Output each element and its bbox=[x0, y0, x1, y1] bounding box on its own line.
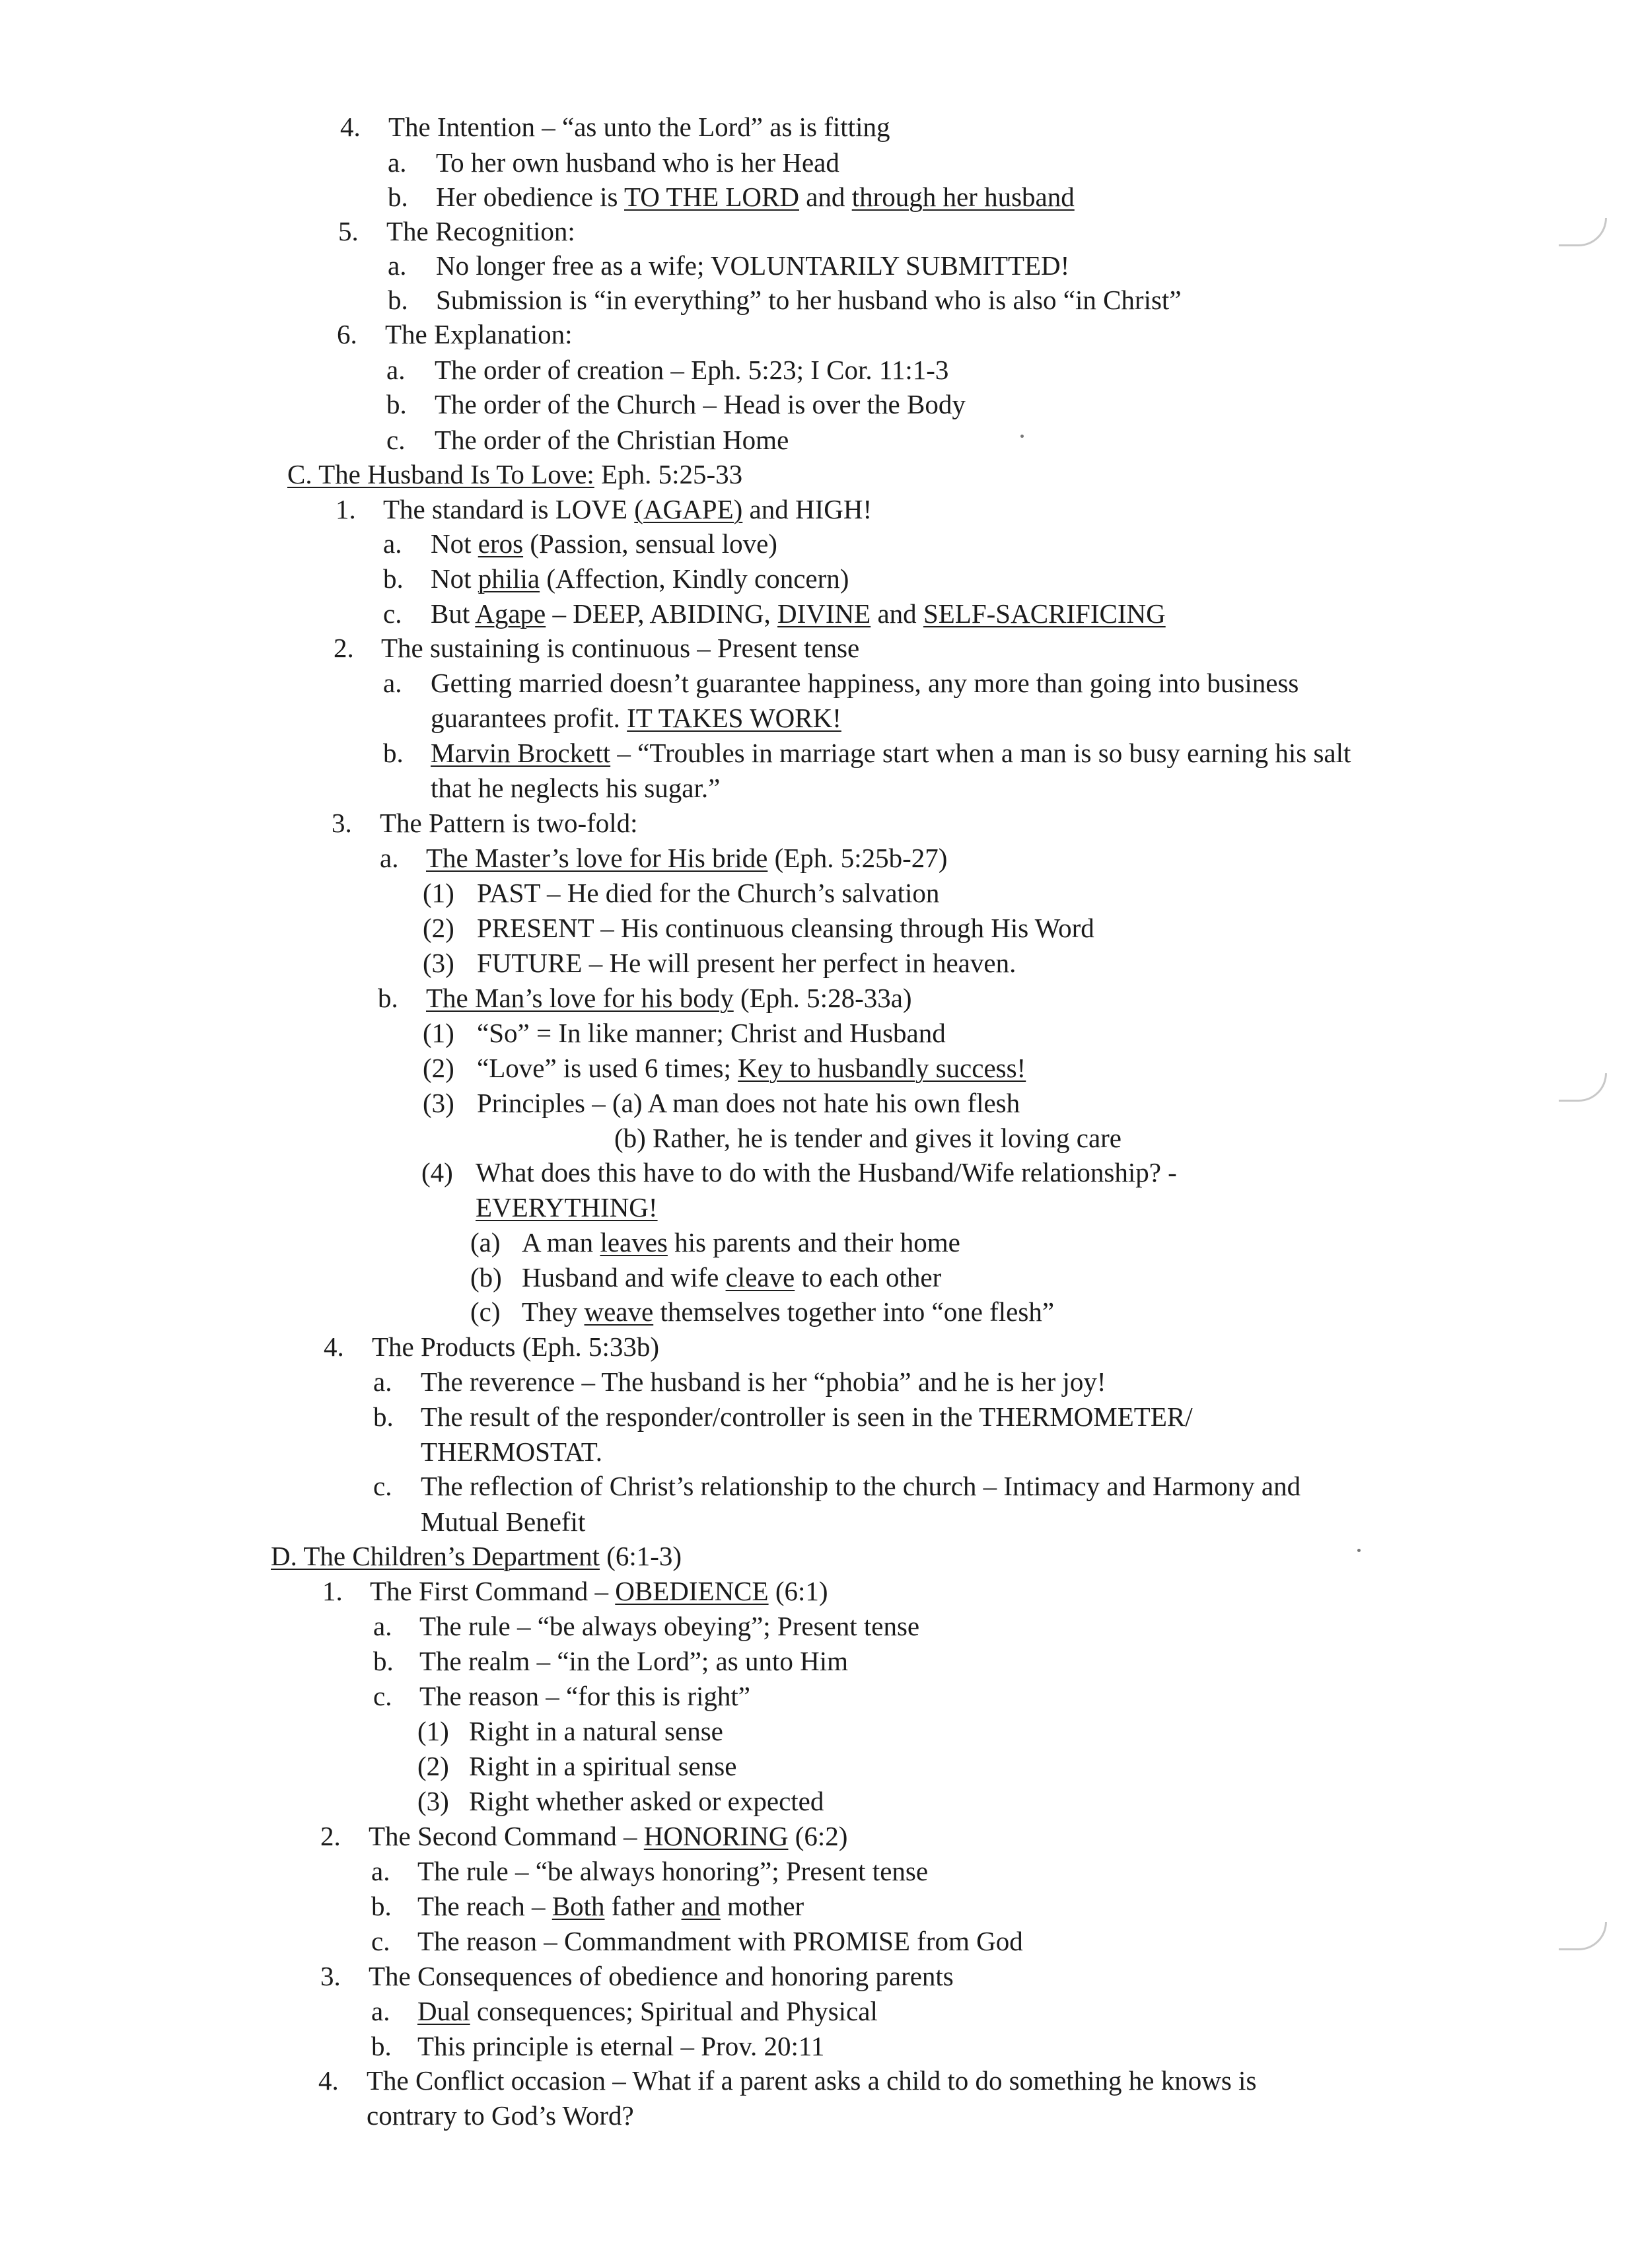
underlined-text: leaves bbox=[600, 1227, 668, 1258]
outline-marker: b. bbox=[383, 563, 404, 594]
text-run: Right whether asked or expected bbox=[469, 1786, 824, 1816]
underlined-text: weave bbox=[584, 1296, 654, 1327]
outline-marker: 3. bbox=[332, 808, 352, 838]
text-run: (6:2) bbox=[788, 1821, 848, 1851]
text-run: The reverence – The husband is her “phobia” and he is her joy! bbox=[421, 1366, 1106, 1397]
text-run: – “Troubles in marriage start when a man is so busy earning his salt bbox=[610, 738, 1351, 768]
text-run: The reason – Commandment with PROMISE from God bbox=[417, 1926, 1023, 1956]
text-run: No longer free as a wife; VOLUNTARILY SUBMITTED! bbox=[436, 250, 1070, 281]
outline-text bbox=[386, 214, 575, 248]
outline-marker: (3) bbox=[423, 1088, 454, 1118]
outline-marker: b. bbox=[378, 983, 398, 1013]
text-run: and bbox=[799, 182, 852, 212]
scan-speck bbox=[1020, 435, 1024, 438]
underlined-text: Agape bbox=[475, 598, 546, 629]
outline-text bbox=[380, 806, 638, 840]
outline-text bbox=[417, 1854, 928, 1888]
outline-marker: a. bbox=[386, 355, 406, 385]
text-run: The result of the responder/controller is seen in the THERMOMETER/ bbox=[421, 1401, 1193, 1432]
outline-text bbox=[421, 1364, 1106, 1399]
outline-marker: a. bbox=[373, 1611, 392, 1641]
text-run: The order of the Church – Head is over the Body bbox=[435, 389, 966, 419]
underlined-text: and bbox=[681, 1891, 721, 1921]
outline-text bbox=[476, 1155, 1177, 1189]
text-run: PRESENT – His continuous cleansing through His Word bbox=[477, 913, 1094, 943]
outline-marker: 4. bbox=[340, 112, 361, 142]
underlined-text: C. The Husband Is To Love: bbox=[287, 459, 594, 489]
outline-marker: (1) bbox=[423, 878, 454, 908]
outline-text bbox=[426, 841, 947, 875]
text-run: What does this have to do with the Husband/Wife relationship? - bbox=[476, 1157, 1177, 1187]
text-run: The Explanation: bbox=[385, 319, 573, 349]
outline-text bbox=[477, 876, 939, 910]
underlined-text: Both bbox=[552, 1891, 605, 1921]
text-run: The First Command – bbox=[370, 1576, 616, 1606]
text-run: guarantees profit. bbox=[431, 703, 627, 733]
text-run: Right in a spiritual sense bbox=[469, 1751, 737, 1781]
text-run: A man bbox=[522, 1227, 600, 1258]
text-run: The realm – “in the Lord”; as unto Him bbox=[419, 1646, 848, 1676]
outline-marker: 2. bbox=[334, 633, 354, 663]
text-run: Not bbox=[431, 528, 478, 559]
outline-text bbox=[469, 1784, 824, 1818]
outline-marker: (1) bbox=[423, 1018, 454, 1048]
scan-mark bbox=[1559, 218, 1607, 246]
text-run: Her obedience is bbox=[436, 182, 624, 212]
outline-marker: b. bbox=[373, 1401, 394, 1432]
outline-text bbox=[436, 180, 1075, 214]
text-run: (b) Rather, he is tender and gives it loving care bbox=[614, 1123, 1122, 1153]
underlined-text: IT TAKES WORK! bbox=[627, 703, 841, 733]
outline-text bbox=[435, 387, 966, 421]
outline-text bbox=[370, 1574, 828, 1608]
outline-text bbox=[367, 2063, 1256, 2098]
outline-text bbox=[436, 283, 1182, 317]
text-run: and HIGH! bbox=[742, 494, 872, 524]
text-run: They bbox=[522, 1296, 585, 1327]
outline-text bbox=[431, 596, 1166, 631]
outline-marker: a. bbox=[380, 843, 399, 873]
outline-text bbox=[436, 248, 1069, 283]
text-run: Eph. 5:25-33 bbox=[594, 459, 743, 489]
outline-text bbox=[383, 492, 872, 526]
outline-text bbox=[417, 1994, 878, 2028]
text-run: consequences; Spiritual and Physical bbox=[470, 1996, 878, 2026]
outline-marker: b. bbox=[388, 285, 408, 315]
text-run: The Second Command – bbox=[369, 1821, 644, 1851]
outline-text bbox=[614, 1121, 1122, 1155]
text-run: themselves together into “one flesh” bbox=[653, 1296, 1055, 1327]
outline-marker: a. bbox=[388, 250, 407, 281]
outline-marker: 2. bbox=[320, 1821, 341, 1851]
outline-text bbox=[469, 1749, 736, 1783]
outline-text bbox=[381, 631, 859, 665]
outline-text bbox=[419, 1644, 848, 1678]
text-run: (6:1-3) bbox=[599, 1541, 682, 1571]
underlined-text: eros bbox=[478, 528, 524, 559]
underlined-text: through her husband bbox=[851, 182, 1075, 212]
outline-marker: (2) bbox=[423, 913, 454, 943]
text-run: Mutual Benefit bbox=[421, 1506, 586, 1537]
scan-speck bbox=[1357, 1549, 1361, 1552]
underlined-text: D. The Children’s Department bbox=[271, 1541, 600, 1571]
outline-text bbox=[369, 1959, 954, 1993]
underlined-text: cleave bbox=[725, 1262, 795, 1293]
underlined-text: TO THE LORD bbox=[624, 182, 799, 212]
text-run: The Recognition: bbox=[386, 216, 575, 246]
outline-marker: (3) bbox=[423, 948, 454, 978]
text-run: Right in a natural sense bbox=[469, 1716, 723, 1746]
text-run: Principles – (a) A man does not hate his own flesh bbox=[477, 1088, 1020, 1118]
outline-text bbox=[385, 317, 573, 351]
outline-marker: c. bbox=[373, 1681, 392, 1711]
outline-marker: a. bbox=[373, 1366, 392, 1397]
text-run: The order of the Christian Home bbox=[435, 425, 789, 455]
outline-text bbox=[522, 1225, 960, 1259]
outline-text bbox=[435, 423, 789, 457]
outline-marker: (2) bbox=[423, 1053, 454, 1083]
outline-text bbox=[477, 1051, 1026, 1085]
outline-text bbox=[431, 736, 1351, 770]
text-run: But bbox=[431, 598, 476, 629]
text-run: to each other bbox=[795, 1262, 942, 1293]
text-run: THERMOSTAT. bbox=[421, 1436, 602, 1467]
outline-text bbox=[476, 1190, 658, 1224]
outline-marker: c. bbox=[371, 1926, 390, 1956]
text-run: (Eph. 5:25b-27) bbox=[767, 843, 948, 873]
outline-text bbox=[367, 2098, 634, 2133]
text-run: Submission is “in everything” to her husband who is also “in Christ” bbox=[436, 285, 1182, 315]
outline-text bbox=[522, 1260, 941, 1294]
outline-text bbox=[522, 1294, 1054, 1329]
outline-text bbox=[431, 666, 1299, 700]
text-run: his parents and their home bbox=[667, 1227, 960, 1258]
outline-text bbox=[477, 1016, 946, 1050]
outline-text bbox=[421, 1435, 602, 1469]
text-run: The Pattern is two-fold: bbox=[380, 808, 638, 838]
outline-text bbox=[431, 526, 777, 561]
text-run: – DEEP, ABIDING, bbox=[546, 598, 778, 629]
text-run: (Passion, sensual love) bbox=[523, 528, 777, 559]
outline-text bbox=[436, 145, 839, 180]
outline-marker: 1. bbox=[336, 494, 356, 524]
outline-marker: a. bbox=[388, 147, 407, 178]
text-run: (Eph. 5:28-33a) bbox=[733, 983, 912, 1013]
underlined-text: OBEDIENCE bbox=[615, 1576, 769, 1606]
outline-marker: c. bbox=[383, 598, 402, 629]
text-run: The reason – “for this is right” bbox=[419, 1681, 750, 1711]
outline-text bbox=[419, 1609, 919, 1643]
outline-text bbox=[469, 1714, 723, 1748]
outline-text bbox=[369, 1819, 847, 1853]
text-run: The rule – “be always obeying”; Present tense bbox=[419, 1611, 920, 1641]
text-run: and bbox=[871, 598, 923, 629]
outline-marker: (b) bbox=[470, 1262, 502, 1293]
outline-text bbox=[372, 1329, 659, 1364]
outline-text bbox=[417, 1889, 804, 1923]
outline-text bbox=[419, 1679, 750, 1713]
outline-marker: b. bbox=[383, 738, 404, 768]
text-run: mother bbox=[720, 1891, 804, 1921]
text-run: The Consequences of obedience and honoring parents bbox=[369, 1961, 954, 1991]
outline-marker: 6. bbox=[337, 319, 357, 349]
outline-text bbox=[431, 771, 720, 805]
outline-marker: a. bbox=[371, 1996, 390, 2026]
outline-marker: a. bbox=[383, 668, 402, 698]
text-run: This principle is eternal – Prov. 20:11 bbox=[417, 2031, 825, 2061]
text-run: The Products (Eph. 5:33b) bbox=[372, 1331, 659, 1362]
underlined-text: EVERYTHING! bbox=[476, 1192, 658, 1223]
underlined-text: (AGAPE) bbox=[634, 494, 743, 524]
outline-text bbox=[388, 110, 890, 144]
outline-marker: (3) bbox=[417, 1786, 449, 1816]
text-run: The sustaining is continuous – Present tense bbox=[381, 633, 860, 663]
outline-marker: c. bbox=[386, 425, 406, 455]
outline-marker: b. bbox=[388, 182, 408, 212]
scan-mark bbox=[1559, 1922, 1607, 1950]
outline-marker: a. bbox=[371, 1856, 390, 1886]
outline-text bbox=[426, 981, 912, 1015]
outline-marker: b. bbox=[371, 2031, 392, 2061]
text-run: The reach – bbox=[417, 1891, 552, 1921]
text-run: contrary to God’s Word? bbox=[367, 2100, 634, 2131]
text-run: that he neglects his sugar.” bbox=[431, 773, 721, 803]
outline-marker: 5. bbox=[338, 216, 359, 246]
outline-text bbox=[435, 353, 948, 387]
underlined-text: HONORING bbox=[643, 1821, 789, 1851]
text-run: (Affection, Kindly concern) bbox=[540, 563, 849, 594]
underlined-text: Dual bbox=[417, 1996, 470, 2026]
underlined-text: Marvin Brockett bbox=[431, 738, 611, 768]
underlined-text: DIVINE bbox=[777, 598, 871, 629]
outline-text bbox=[477, 946, 1016, 980]
text-run: father bbox=[604, 1891, 682, 1921]
outline-text bbox=[421, 1505, 585, 1539]
text-run: The reflection of Christ’s relationship to the church – Intimacy and Harmony and bbox=[421, 1471, 1301, 1501]
text-run: The standard is LOVE bbox=[383, 494, 635, 524]
underlined-text: philia bbox=[478, 563, 540, 594]
outline-text bbox=[271, 1539, 682, 1573]
outline-text bbox=[417, 2029, 824, 2063]
outline-text bbox=[421, 1400, 1193, 1434]
outline-marker: 4. bbox=[324, 1331, 344, 1362]
scan-mark bbox=[1559, 1073, 1607, 1102]
outline-text bbox=[431, 561, 849, 596]
outline-marker: (2) bbox=[417, 1751, 449, 1781]
outline-marker: b. bbox=[373, 1646, 394, 1676]
outline-marker: 1. bbox=[322, 1576, 343, 1606]
text-run: FUTURE – He will present her perfect in heaven. bbox=[477, 948, 1016, 978]
underlined-text: Key to husbandly success! bbox=[738, 1053, 1026, 1083]
text-run: (6:1) bbox=[768, 1576, 828, 1606]
outline-text bbox=[287, 457, 742, 491]
text-run: The Intention – “as unto the Lord” as is fitting bbox=[388, 112, 890, 142]
underlined-text: SELF-SACRIFICING bbox=[923, 598, 1166, 629]
outline-marker: b. bbox=[386, 389, 407, 419]
text-run: The Conflict occasion – What if a parent asks a child to do something he knows is bbox=[367, 2065, 1257, 2096]
outline-marker: (1) bbox=[417, 1716, 449, 1746]
text-run: “Love” is used 6 times; bbox=[477, 1053, 738, 1083]
outline-text bbox=[477, 911, 1094, 945]
outline-marker: b. bbox=[371, 1891, 392, 1921]
outline-marker: a. bbox=[383, 528, 402, 559]
text-run: PAST – He died for the Church’s salvation bbox=[477, 878, 940, 908]
outline-marker: c. bbox=[373, 1471, 392, 1501]
text-run: Husband and wife bbox=[522, 1262, 726, 1293]
outline-text bbox=[477, 1086, 1020, 1120]
underlined-text: The Master’s love for His bride bbox=[426, 843, 768, 873]
text-run: To her own husband who is her Head bbox=[436, 147, 839, 178]
outline-marker: (a) bbox=[470, 1227, 501, 1258]
text-run: The order of creation – Eph. 5:23; I Cor. 11:1-3 bbox=[435, 355, 949, 385]
outline-text bbox=[421, 1469, 1300, 1503]
outline-marker: (4) bbox=[421, 1157, 453, 1187]
outline-marker: 3. bbox=[320, 1961, 341, 1991]
underlined-text: The Man’s love for his body bbox=[426, 983, 734, 1013]
text-run: The rule – “be always honoring”; Present tense bbox=[417, 1856, 929, 1886]
outline-text bbox=[431, 701, 841, 735]
outline-marker: 4. bbox=[318, 2065, 339, 2096]
text-run: “So” = In like manner; Christ and Husband bbox=[477, 1018, 946, 1048]
text-run: Not bbox=[431, 563, 478, 594]
outline-marker: (c) bbox=[470, 1296, 501, 1327]
outline-text bbox=[417, 1924, 1023, 1958]
text-run: Getting married doesn’t guarantee happiness, any more than going into business bbox=[431, 668, 1299, 698]
